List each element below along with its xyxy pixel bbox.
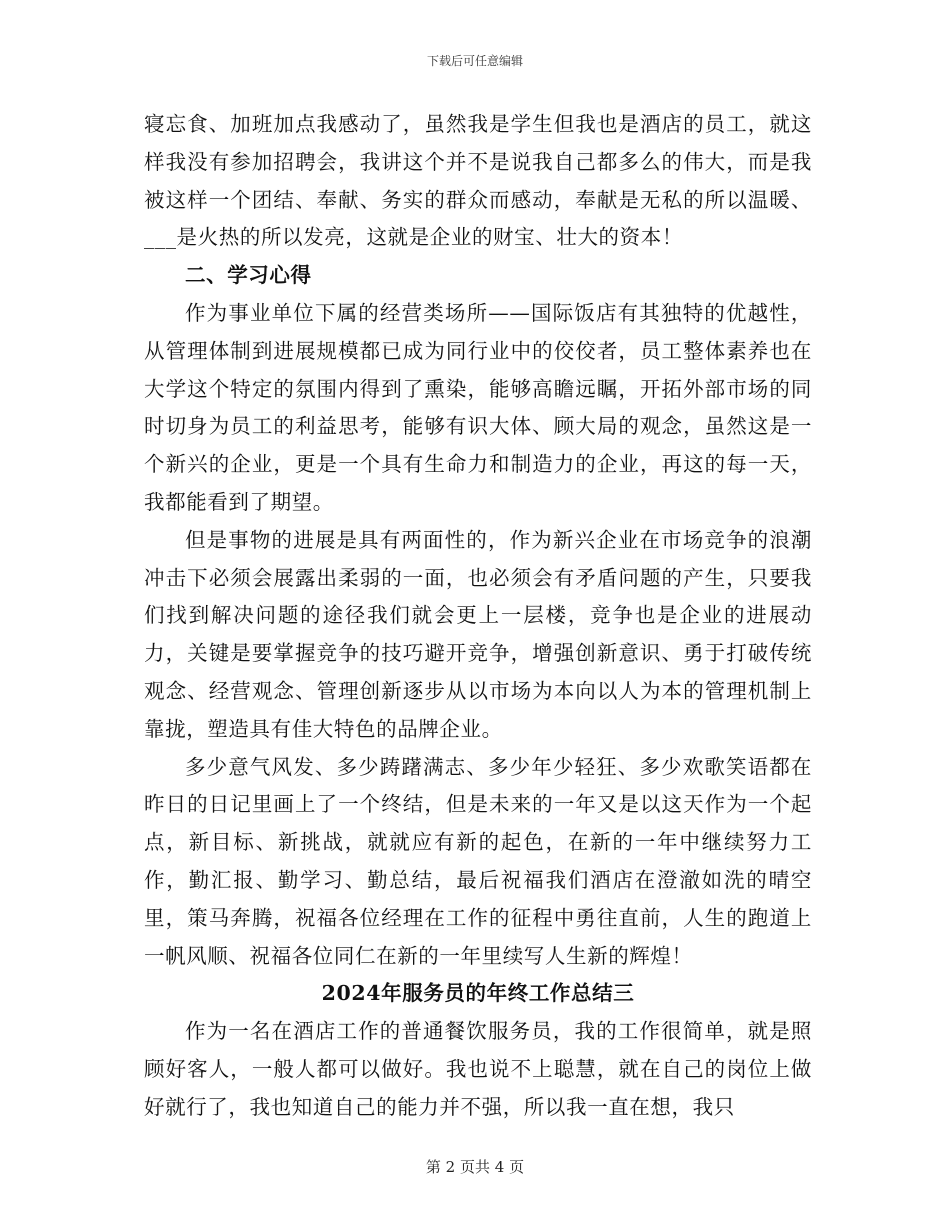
- paragraph-waiter-intro: 作为一名在酒店工作的普通餐饮服务员，我的工作很简单，就是照顾好客人，一般人都可以做好。我也说不上聪慧，就在自己的岗位上做好就行了，我也知道自己的能力并不强，所以我一直在想，我只: [144, 1019, 812, 1119]
- paragraph-competition: 但是事物的进展是具有两面性的，作为新兴企业在市场竞争的浪潮冲击下必须会展露出柔弱的一面，也必须会有矛盾问题的产生，只要我们找到解决问题的途径我们就会更上一层楼，竞争也是企业的进展动力，关键是要掌握竞争的技巧避开竞争，增强创新意识、勇于打破传统观念、经营观念、管理创新逐步从以市场为本向以人为本的管理机制上靠拢，塑造具有佳大特色的品牌企业。: [144, 527, 812, 741]
- document-title-summary-three: 2024年服务员的年终工作总结三: [321, 981, 635, 1006]
- document-body: [144, 106, 812, 1127]
- paragraph-outlook: 多少意气风发、多少踌躇满志、多少年少轻狂、多少欢歌笑语都在昨日的日记里画上了一个终结，但是未来的一年又是以这天作为一个起点，新目标、新挑战，就就应有新的起色，在新的一年中继续努力工作，勤汇报、勤学习、勤总结，最后祝福我们酒店在澄澈如洗的晴空里，策马奔腾，祝福各位经理在工作的征程中勇往直前，人生的跑道上一帆风顺、祝福各位同仁在新的一年里续写人生新的辉煌！: [144, 754, 812, 968]
- page-header: 下载后可任意编辑: [426, 54, 523, 68]
- paragraph-advantages: 作为事业单位下属的经营类场所——国际饭店有其独特的优越性，从管理体制到进展规模都已成为同行业中的佼佼者，员工整体素养也在大学这个特定的氛围内得到了熏染，能够高瞻远瞩，开拓外部市场的同时切身为员工的利益思考，能够有识大体、顾大局的观念，虽然这是一个新兴的企业，更是一个具有生命力和制造力的企业，再这的每一天，我都能看到了期望。: [144, 300, 812, 514]
- paragraph-continuation: 寝忘食、加班加点我感动了，虽然我是学生但我也是酒店的员工，就这样我没有参加招聘会，我讲这个并不是说我自己都多么的伟大，而是我被这样一个团结、奉献、务实的群众而感动，奉献是无私的所以温暖、___是火热的所以发亮，这就是企业的财宝、壮大的资本！: [144, 112, 812, 250]
- page-number-footer: 第 2 页共 4 页: [425, 1158, 525, 1176]
- section-heading-study: 二、学习心得: [185, 263, 312, 288]
